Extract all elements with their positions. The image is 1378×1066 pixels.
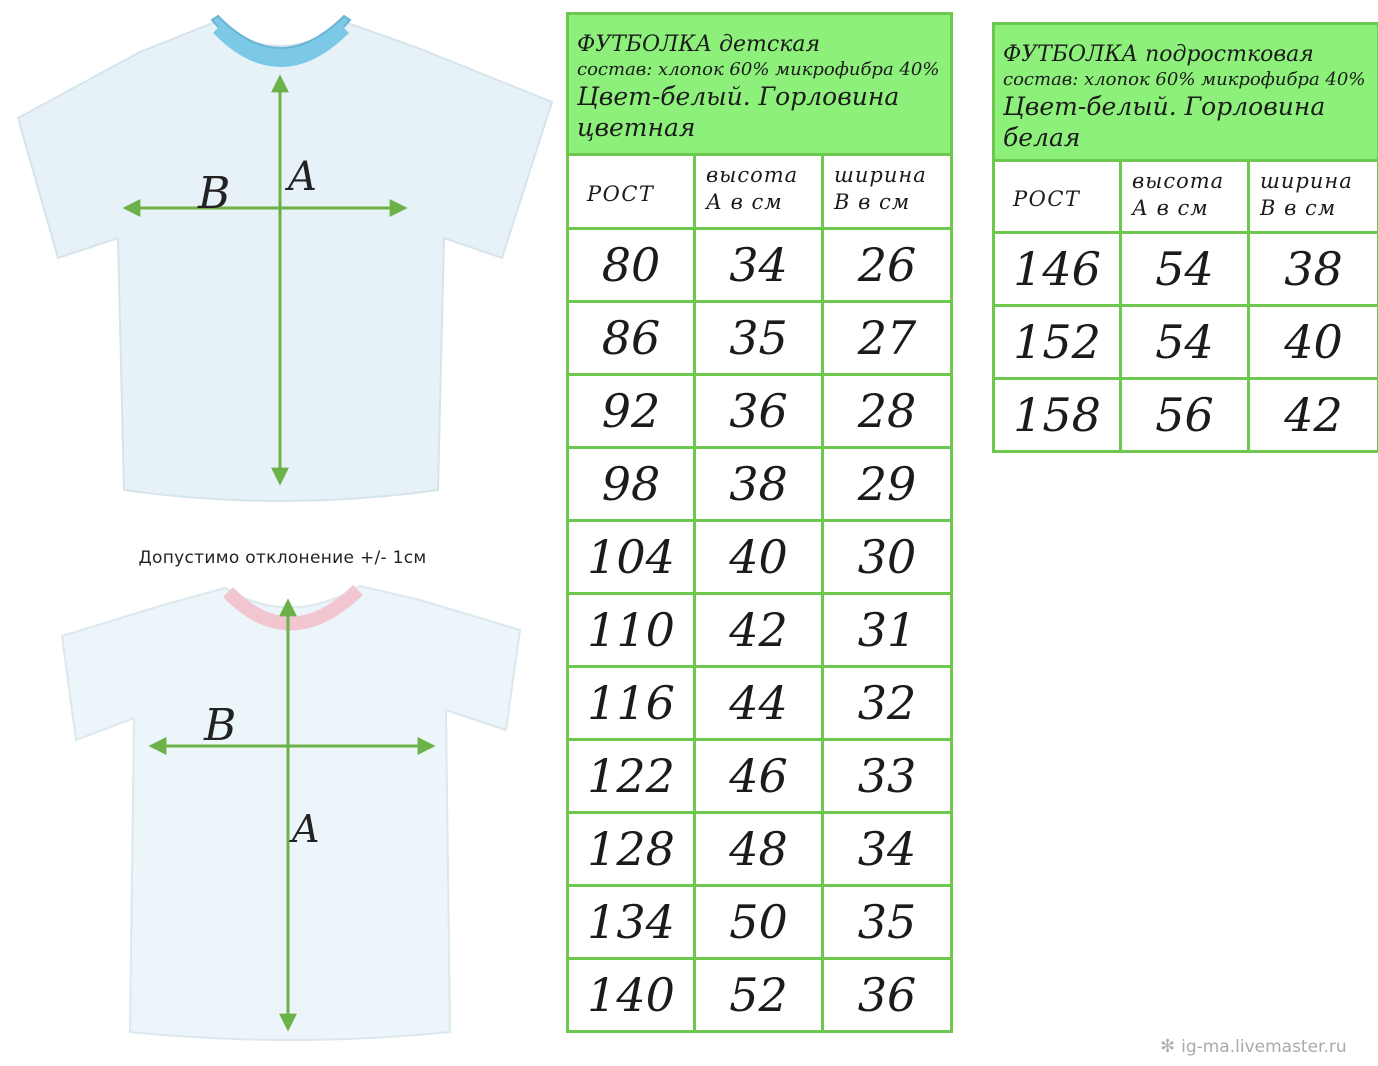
teen-color-line: Цвет-белый. Горловина белая [1003, 92, 1326, 153]
table-row [568, 813, 952, 886]
length-a-cell: 54 [1121, 233, 1249, 306]
teen-table-header [994, 24, 1378, 161]
height-cell: 86 [568, 302, 695, 375]
kids-table-header [568, 14, 952, 155]
length-a-cell: 46 [695, 740, 823, 813]
length-a-cell: 38 [695, 448, 823, 521]
height-cell: 80 [568, 229, 695, 302]
table-row [568, 594, 952, 667]
table-row [568, 302, 952, 375]
height-cell: 152 [994, 306, 1121, 379]
width-b-cell: 28 [823, 375, 952, 448]
column-header-b: ширина В в см [823, 155, 952, 229]
table-row [568, 740, 952, 813]
shirt-illustration-blue-collar [0, 0, 560, 520]
width-b-cell: 26 [823, 229, 952, 302]
kids-size-table [566, 12, 953, 1033]
width-b-cell: 32 [823, 667, 952, 740]
height-cell: 134 [568, 886, 695, 959]
width-b-cell: 40 [1249, 306, 1378, 379]
length-a-cell: 54 [1121, 306, 1249, 379]
width-b-cell: 34 [823, 813, 952, 886]
length-a-cell: 48 [695, 813, 823, 886]
height-cell: 116 [568, 667, 695, 740]
table-row [994, 233, 1378, 306]
watermark-text: ig-ma.livemaster.ru [1181, 1036, 1347, 1057]
length-a-cell: 56 [1121, 379, 1249, 452]
table-row [568, 229, 952, 302]
tolerance-note: Допустимо отклонение +/- 1см [138, 548, 427, 568]
gear-logo-icon: ✻ [1160, 1036, 1176, 1057]
column-header-a: высота А в см [695, 155, 823, 229]
length-a-cell: 42 [695, 594, 823, 667]
height-cell: 104 [568, 521, 695, 594]
column-header-height: РОСТ [568, 155, 695, 229]
length-a-cell: 52 [695, 959, 823, 1032]
height-cell: 92 [568, 375, 695, 448]
column-header-b: ширина В в см [1249, 161, 1378, 233]
width-b-cell: 38 [1249, 233, 1378, 306]
width-b-cell: 27 [823, 302, 952, 375]
height-cell: 146 [994, 233, 1121, 306]
table-row [568, 448, 952, 521]
kids-composition: состав: хлопок 60% микрофибра 40% [577, 58, 940, 80]
height-cell: 140 [568, 959, 695, 1032]
length-a-cell: 50 [695, 886, 823, 959]
table-row [568, 886, 952, 959]
kids-title: ФУТБОЛКА детская [577, 32, 821, 57]
shirt-body [18, 22, 552, 501]
label-a: A [288, 154, 317, 200]
height-cell: 98 [568, 448, 695, 521]
shirt-illustration-pink-collar [0, 570, 560, 1050]
width-b-cell: 36 [823, 959, 952, 1032]
column-header-height: РОСТ [994, 161, 1121, 233]
length-a-cell: 40 [695, 521, 823, 594]
kids-color-line: Цвет-белый. Горловина цветная [577, 82, 900, 143]
width-b-cell: 29 [823, 448, 952, 521]
watermark [1160, 1036, 1347, 1057]
label-a: A [292, 807, 320, 851]
label-b: B [198, 168, 231, 219]
table-row [568, 667, 952, 740]
height-cell: 158 [994, 379, 1121, 452]
width-b-cell: 30 [823, 521, 952, 594]
shirt-body [62, 586, 520, 1040]
length-a-cell: 34 [695, 229, 823, 302]
table-row [568, 521, 952, 594]
width-b-cell: 42 [1249, 379, 1378, 452]
teen-size-table [992, 22, 1378, 453]
column-header-a: высота А в см [1121, 161, 1249, 233]
height-cell: 122 [568, 740, 695, 813]
teen-composition: состав: хлопок 60% микрофибра 40% [1003, 68, 1366, 90]
height-cell: 128 [568, 813, 695, 886]
length-a-cell: 44 [695, 667, 823, 740]
width-b-cell: 33 [823, 740, 952, 813]
width-b-cell: 35 [823, 886, 952, 959]
table-row [568, 959, 952, 1032]
label-b: B [204, 700, 237, 751]
table-row [994, 379, 1378, 452]
table-row [994, 306, 1378, 379]
teen-title: ФУТБОЛКА подростковая [1003, 42, 1314, 67]
length-a-cell: 36 [695, 375, 823, 448]
length-a-cell: 35 [695, 302, 823, 375]
height-cell: 110 [568, 594, 695, 667]
table-row [568, 375, 952, 448]
width-b-cell: 31 [823, 594, 952, 667]
